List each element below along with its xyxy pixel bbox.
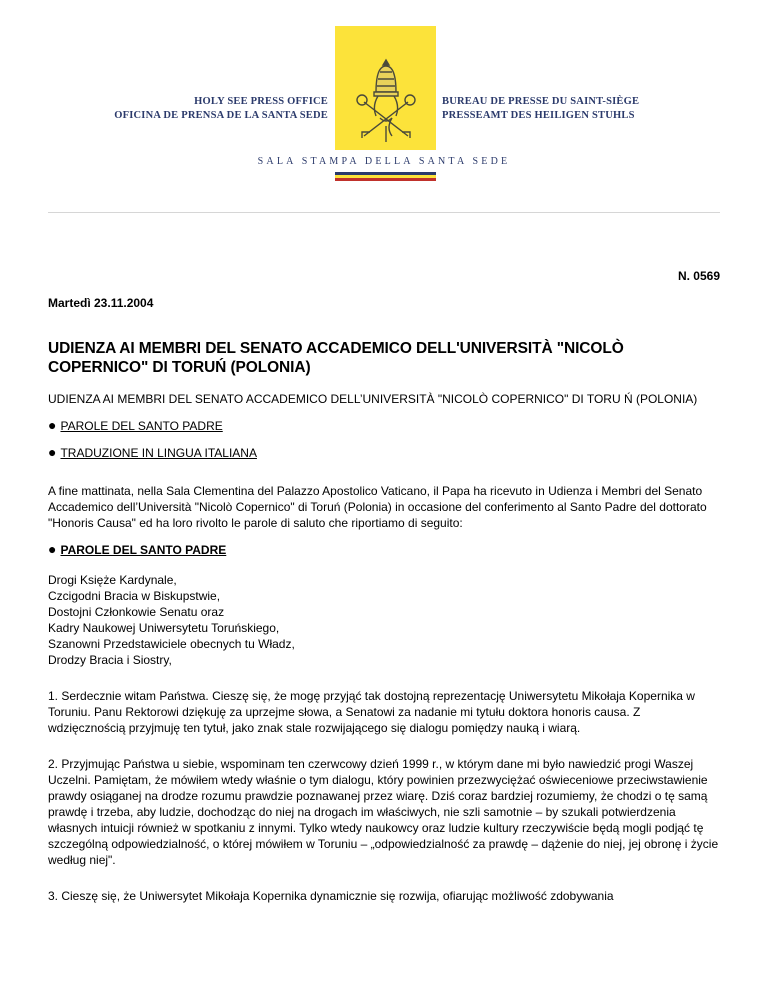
link-item-traduzione: [48, 444, 720, 461]
header-italian: SALA STAMPA DELLA SANTA SEDE: [257, 156, 511, 167]
speech-paragraph-3: 3. Cieszę się, że Uniwersytet Mikołaja Kopernika dynamicznie się rozwija, ofiarując możliwość zdobywania: [48, 889, 614, 903]
header-spanish: OFICINA DE PRENSA DE LA SANTA SEDE: [114, 110, 328, 121]
link-parole-santo-padre[interactable]: PAROLE DEL SANTO PADRE: [60, 419, 223, 433]
speech-paragraph-1: 1. Serdecznie witam Państwa. Cieszę się, że mogę przyjąć tak dostojną reprezentację Uniwersytetu Mikołaja Kopernika w Toruniu. Panu Rektorowi dziękuję za uprzejme słowa, a Senatowi za nadanie mi tytułu doktora honoris causa. Z wdzięcznością przyjmuję ten tytuł, jako znak stale rozwijającego się dialogu pomiędzy nauką i wiarą.: [48, 689, 695, 735]
page-subtitle: UDIENZA AI MEMBRI DEL SENATO ACCADEMICO DELL’UNIVERSITÀ "NICOLÒ COPERNICO" DI TORU Ń (POLONIA): [48, 392, 698, 406]
page-title: UDIENZA AI MEMBRI DEL SENATO ACCADEMICO DELL'UNIVERSITÀ "NICOLÒ COPERNICO" DI TORUŃ (POLONIA): [48, 340, 624, 376]
header-divider: [48, 212, 720, 213]
bulletin-number: N. 0569: [677, 269, 720, 283]
salutation-line: Drogi Księże Kardynale,: [48, 573, 177, 587]
speech-paragraph-2: 2. Przyjmując Państwa u siebie, wspominam ten czerwcowy dzień 1999 r., w którym dane mi było nawiedzić progi Waszej Uczelni. Pamiętam, że mówiłem wtedy właśnie o tym dialogu, który powinien przezwyciężać oświeceniowe przeciwstawienie prawdy osiąganej na drodze rozumu prawdzie poznawanej przez wiarę. Dziś coraz bardziej rozumiemy, że chodzi o tę samą prawdę i trzeba, aby ludzie, dochodząc do niej na drogach im właściwych, nie szli samotnie – by szukali potwierdzenia własnych intuicji również w spotkaniu z innymi. Tylko wtedy naukowcy oraz ludzie kultury rzeczywiście będą mogli podjąć tę szczególną odpowiedzialność, o której mówiłem w Toruniu – „odpowiedzialność za prawdę – dążenie do niej, jej obronę i życie według niej".: [48, 757, 719, 867]
header-stripe-red: [335, 178, 436, 181]
header-english: HOLY SEE PRESS OFFICE: [194, 96, 328, 107]
bulletin-date: Martedì 23.11.2004: [48, 296, 154, 310]
bulletin-content: [48, 268, 720, 904]
section-anchor-parole[interactable]: PAROLE DEL SANTO PADRE: [60, 543, 227, 557]
link-item-parole: [48, 417, 720, 434]
intro-paragraph: A fine mattinata, nella Sala Clementina del Palazzo Apostolico Vaticano, il Papa ha ricevuto in Udienza i Membri del Senato Accademico dell’Università "Nicolò Copernico" di Toruń (Polonia) in occasione del conferimento al Santo Padre del dottorato "Honoris Causa" ed ha loro rivolto le parole di saluto che riportiamo di seguito:: [48, 484, 707, 530]
bullet-icon: ●: [48, 417, 57, 433]
papal-keys-tiara-icon: [350, 56, 422, 146]
salutation-line: Kadry Naukowej Uniwersytetu Toruńskiego,: [48, 621, 280, 635]
bullet-icon: ●: [48, 541, 57, 557]
salutation-line: Drodzy Bracia i Siostry,: [48, 653, 172, 667]
header-french: BUREAU DE PRESSE DU SAINT-SIÈGE: [442, 96, 640, 107]
bullet-icon: ●: [48, 444, 57, 460]
press-office-header: [0, 0, 768, 200]
salutation-line: Dostojni Członkowie Senatu oraz: [48, 605, 225, 619]
section-heading: [48, 541, 720, 558]
link-traduzione-italiana[interactable]: TRADUZIONE IN LINGUA ITALIANA: [60, 446, 257, 460]
salutation-line: Szanowni Przedstawiciele obecnych tu Władz,: [48, 637, 295, 651]
salutation-line: Czcigodni Bracia w Biskupstwie,: [48, 589, 221, 603]
salutation-block: [48, 572, 720, 668]
header-german: PRESSEAMT DES HEILIGEN STUHLS: [442, 110, 635, 121]
